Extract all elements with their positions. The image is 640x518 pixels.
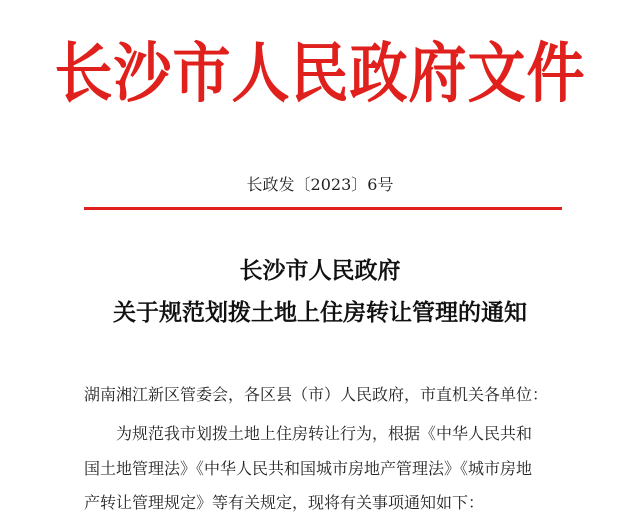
paragraph-line: 国土地管理法》《中华人民共和国城市房地产管理法》《城市房地	[84, 459, 533, 478]
document-number: 长政发〔2023〕6号	[246, 175, 394, 194]
salutation: 湖南湘江新区管委会，各区县（市）人民政府，市直机关各单位：	[84, 385, 549, 404]
paragraph-line: 产转让管理规定》等有关规定，现将有关事项通知如下：	[84, 493, 485, 512]
red-divider	[84, 207, 562, 210]
document-title-subject: 关于规范划拨土地上住房转让管理的通知	[113, 299, 527, 326]
document-title-issuer: 长沙市人民政府	[239, 257, 401, 284]
masthead-title: 长沙市人民政府文件	[54, 35, 586, 112]
paragraph-line: 为规范我市划拨土地上住房转让行为，根据《中华人民共和	[116, 424, 533, 443]
